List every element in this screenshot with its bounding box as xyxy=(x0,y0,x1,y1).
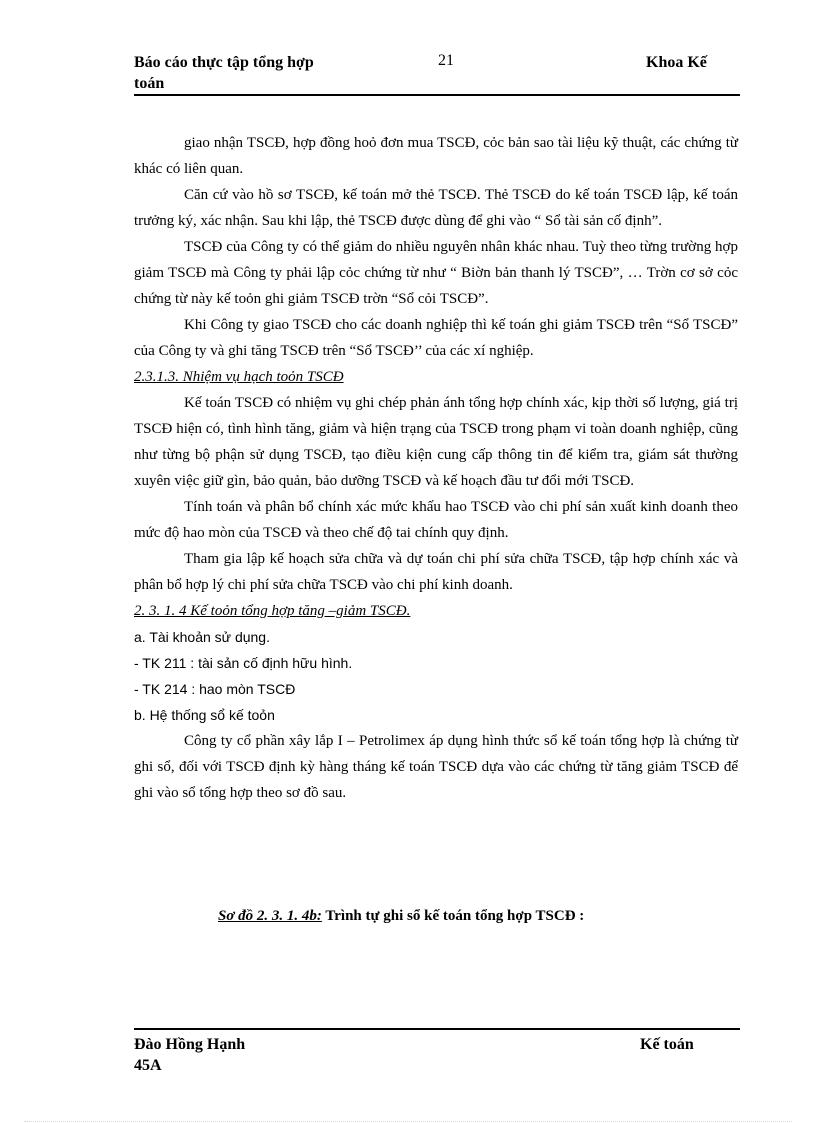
paragraph: TSCĐ của Công ty có thể giảm do nhiều nguyên nhân khác nhau. Tuỳ theo từng trường hợp giảm TSCĐ mà Công ty phải lập cỏc chứng từ như “ Biờn bản thanh lý TSCĐ”, … Trờn cơ sở cỏc chứng từ này kế toỏn ghi giảm TSCĐ trờn “Sổ cỏi TSCĐ”. xyxy=(134,239,738,307)
footer-author-line1: Đào Hồng Hạnh xyxy=(134,1036,246,1053)
page-edge-divider xyxy=(24,1121,792,1122)
diagram-caption xyxy=(218,908,584,925)
paragraph: Kế toán TSCĐ có nhiệm vụ ghi chép phản ánh tổng hợp chính xác, kịp thời số lượng, giá trị TSCĐ hiện có, tình hình tăng, giảm và hiện trạng của TSCĐ trong phạm vi toàn doanh nghiệp, cũng như từng bộ phận sử dụng TSCĐ, tạo điều kiện cung cấp thông tin để kiểm tra, giám sát thường xuyên việc giữ gìn, bảo quản, bảo dưỡng TSCĐ và kế hoạch đầu tư đổi mới TSCĐ. xyxy=(134,395,738,489)
page-number: 21 xyxy=(438,52,454,69)
body-text xyxy=(134,130,738,806)
header-title-line1: Báo cáo thực tập tổng hợp xyxy=(134,54,314,71)
header-title-line2: toán xyxy=(134,75,165,92)
header-rule xyxy=(134,94,740,96)
footer-author xyxy=(134,1034,245,1076)
footer-author-line2: 45A xyxy=(134,1057,162,1074)
header-department: Khoa Kế xyxy=(646,54,707,71)
section-heading-2314: 2. 3. 1. 4 Kế toỏn tổng hợp tăng –giảm TSCĐ. xyxy=(134,603,411,619)
diagram-title: Trình tự ghi sổ kế toán tổng hợp TSCĐ : xyxy=(321,908,585,924)
diagram-label: Sơ đồ 2. 3. 1. 4b: xyxy=(218,908,322,924)
section-heading-2313: 2.3.1.3. Nhiệm vụ hạch toỏn TSCĐ xyxy=(134,369,344,385)
list-item-tk214: - TK 214 : hao mòn TSCĐ xyxy=(134,681,296,697)
footer-department: Kế toán xyxy=(640,1036,694,1053)
paragraph: Tham gia lập kế hoạch sửa chữa và dự toán chi phí sửa chữa TSCĐ, tập hợp chính xác và phân bổ hợp lý chi phí sửa chữa TSCĐ vào chi phí kinh doanh. xyxy=(134,551,738,593)
paragraph: Công ty cổ phần xây lắp I – Petrolimex áp dụng hình thức sổ kế toán tổng hợp là chứng từ ghi sổ, đối với TSCĐ định kỳ hàng tháng kế toán TSCĐ dựa vào các chứng từ tăng giảm TSCĐ để ghi vào sổ tổng hợp theo sơ đồ sau. xyxy=(134,733,738,801)
paragraph: Căn cứ vào hồ sơ TSCĐ, kế toán mở thẻ TSCĐ. Thẻ TSCĐ do kế toán TSCĐ lập, kế toán trưởng ký, xác nhận. Sau khi lập, thẻ TSCĐ được dùng để ghi vào “ Sổ tài sản cố định”. xyxy=(134,187,738,229)
list-item-tk211: - TK 211 : tài sản cố định hữu hình. xyxy=(134,655,353,671)
footer-rule xyxy=(134,1028,740,1030)
paragraph: giao nhận TSCĐ, hợp đồng hoỏ đơn mua TSCĐ, cỏc bản sao tài liệu kỹ thuật, các chứng từ khác có liên quan. xyxy=(134,135,738,177)
list-label-b: b. Hệ thống sổ kế toỏn xyxy=(134,707,275,723)
list-label-a: a. Tài khoản sử dụng. xyxy=(134,629,270,645)
paragraph: Khi Công ty giao TSCĐ cho các doanh nghiệp thì kế toán ghi giảm TSCĐ trên “Sổ TSCĐ” của Công ty và ghi tăng TSCĐ trên “Sổ TSCĐ’’ của các xí nghiệp. xyxy=(134,317,738,359)
paragraph: Tính toán và phân bổ chính xác mức khấu hao TSCĐ vào chi phí sản xuất kinh doanh theo mức độ hao mòn của TSCĐ và theo chế độ tai chính quy định. xyxy=(134,499,738,541)
header-title xyxy=(134,52,314,94)
